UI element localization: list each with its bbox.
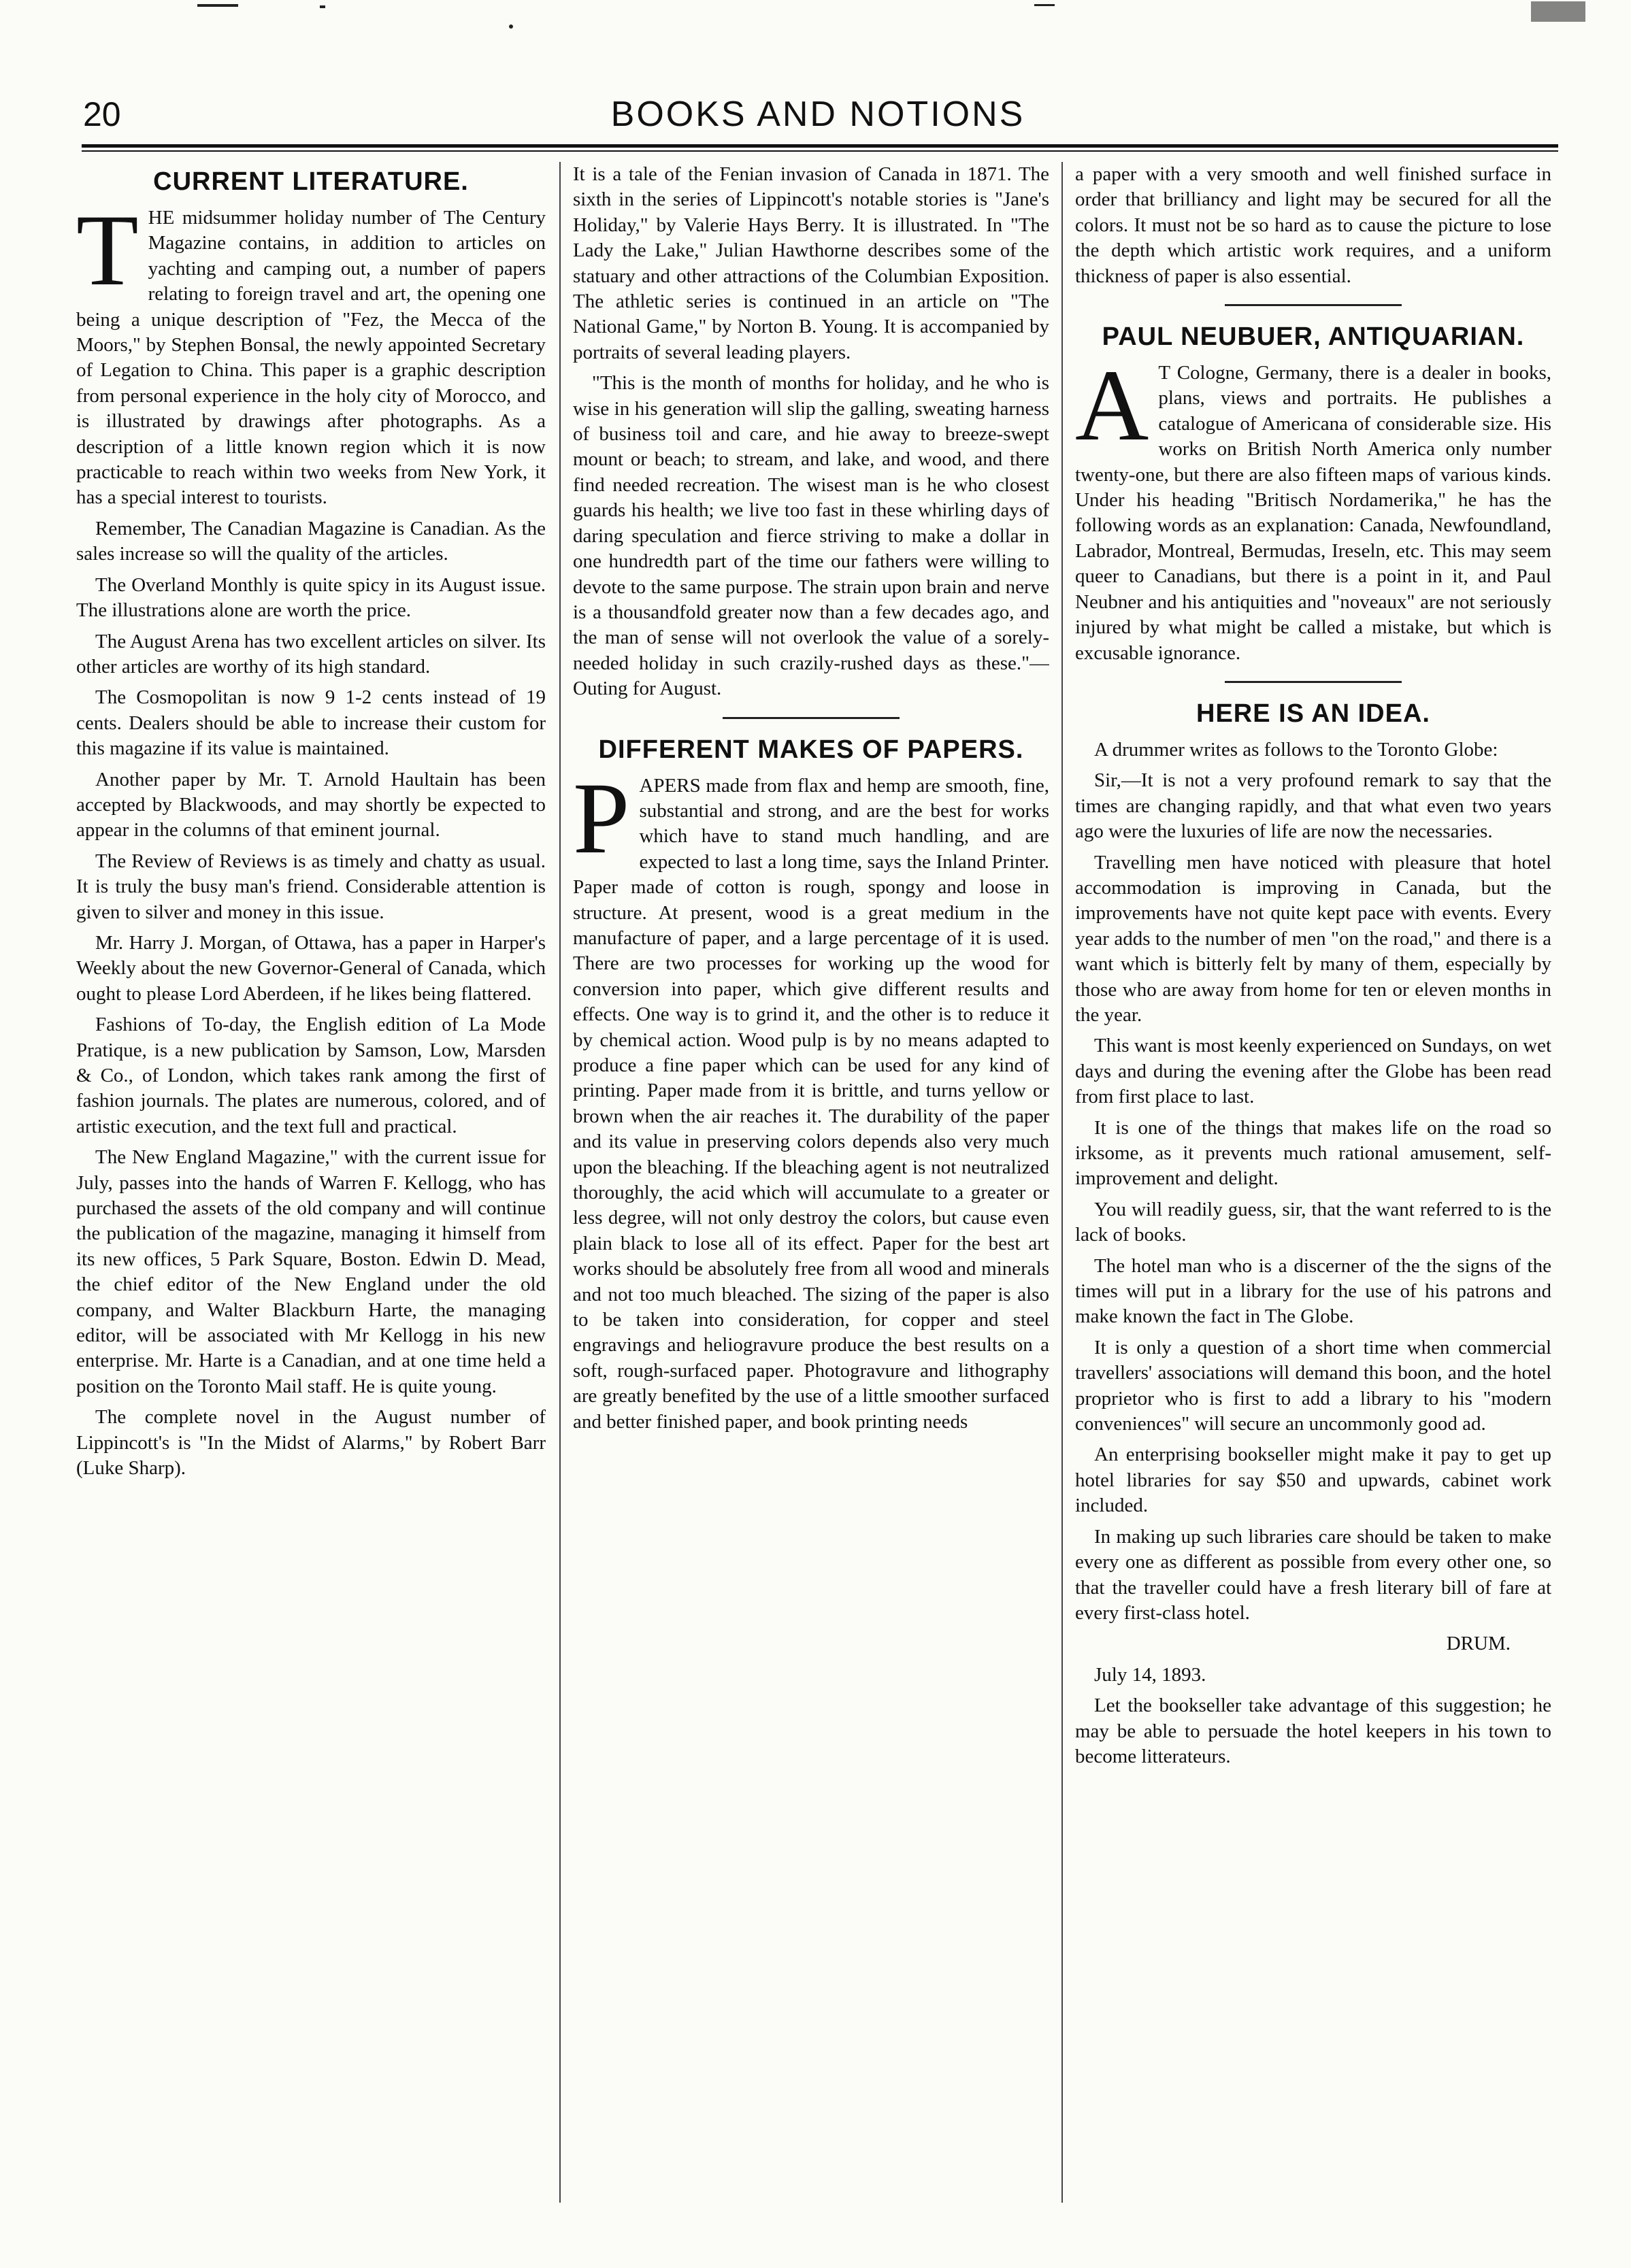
- article-paragraph: The New England Magazine," with the current issue for July, passes into the hands of Warren F. Kellogg, who has purchased the assets of the old company and will continue the publication of the magazine, managing it himself from its new offices, 5 Park Square, Boston. Edwin D. Mead, the chief editor of the New England under the old company, and Walter Blackburn Harte, the managing editor, will be associated with Mr Kellogg in his new enterprise. Mr. Harte is a Canadian, and at one time held a position on the Toronto Mail staff. He is quite young.: [76, 1146, 546, 1397]
- article-paragraph: You will readily guess, sir, that the want referred to is the lack of books.: [1075, 1198, 1551, 1246]
- paragraph-text: T Cologne, Germany, there is a dealer in books, plans, views and portraits. He publishes a catalogue of Americana of considerable size. His works on British North America only number twenty-one, but there are also fifteen maps of various kinds. Under his heading "Britisch Nordamerika," he has the following words as an explanation: Canada, Newfoundland, Labrador, Montreal, Bermudas, Ireseln, etc. This may seem queer to Canadians, but there is a point in it, and Paul Neubner and his antiquities and "noveaux" are not seriously injured by what might be called a mistake, but which is excusable ignorance.: [1075, 362, 1551, 664]
- signature: DRUM.: [1446, 1633, 1511, 1655]
- header-rule-thin: [82, 150, 1558, 152]
- scan-speck: [1531, 1, 1585, 22]
- article-paragraph: Sir,—It is not a very profound remark to say that the times are changing rapidly, and that what even two years ago were the luxuries of life are now the necessaries.: [1075, 769, 1551, 843]
- paragraph-text: HE midsummer holiday number of The Century Magazine contains, in addition to articles on yachting and camping out, a number of papers relating to foreign travel and art, the opening one being a unique description of "Fez, the Mecca of the Moors," by Stephen Bonsal, the newly appointed Secretary of Legation to China. This paper is a graphic description from personal experience in the holy city of Morocco, and is illustrated by drawings after photographs. As a description of a little known region which it is now practicable to reach within two weeks from New York, it has a special interest to tourists.: [76, 207, 546, 509]
- article-paragraph: Travelling men have noticed with pleasure that hotel accommodation is improving in Canada, but the improvements have not quite kept pace with events. Every year adds to the number of men "on the road," and there is a want which is bitterly felt by many of them, especially by those who are away from home for ten or eleven months in the year.: [1075, 851, 1551, 1026]
- drop-cap: A: [1075, 349, 1149, 463]
- publication-title: BOOKS AND NOTIONS: [610, 95, 1025, 134]
- article-paragraph: A drummer writes as follows to the Toronto Globe:: [1094, 738, 1498, 761]
- section-separator: [723, 717, 900, 719]
- article-paragraph: The Review of Reviews is as timely and chatty as usual. It is truly the busy man's friend. Considerable attention is given to silver and money in this issue.: [76, 850, 546, 923]
- page-header: [76, 87, 1560, 141]
- article-paragraph: Mr. Harry J. Morgan, of Ottawa, has a paper in Harper's Weekly about the new Governor-General of Canada, which ought to please Lord Aberdeen, if he likes being flattered.: [76, 931, 546, 1005]
- article-paragraph: The complete novel in the August number of Lippincott's is "In the Midst of Alarms," by Robert Barr (Luke Sharp).: [76, 1406, 546, 1480]
- article-paragraph: This want is most keenly experienced on Sundays, on wet days and during the evening after the Globe has been read from first place to last.: [1075, 1035, 1551, 1108]
- column-1: [76, 162, 546, 2216]
- article-paragraph: An enterprising bookseller might make it pay to get up hotel libraries for say $50 and upwards, cabinet work included.: [1075, 1444, 1551, 1517]
- scan-speck: [1034, 4, 1055, 6]
- article-paragraph: Fashions of To-day, the English edition of La Mode Pratique, is a new publication by Samson, Low, Marsden & Co., of London, which takes rank among the first of fashion journals. The plates are numerous, colored, and of artistic execution, and the text full and practical.: [76, 1014, 546, 1137]
- section-separator: [1225, 681, 1402, 683]
- scan-speck: [197, 4, 238, 7]
- scan-speck: [509, 24, 513, 29]
- article-paragraph: a paper with a very smooth and well finished surface in order that brilliancy and light may be secured for all the colors. It must not be so hard as to cause the picture to lose the depth which artistic work requires, and a uniform thickness of paper is also essential.: [1075, 163, 1551, 287]
- article-paragraph: The Overland Monthly is quite spicy in its August issue. The illustrations alone are worth the price.: [76, 573, 546, 622]
- dateline: July 14, 1893.: [1094, 1663, 1206, 1686]
- article-paragraph: It is one of the things that makes life on the road so irksome, as it prevents much rational amusement, self-improvement and delight.: [1075, 1116, 1551, 1190]
- header-rule-thick: [82, 144, 1558, 148]
- article-paragraph: [76, 194, 546, 511]
- article-heading: HERE IS AN IDEA.: [1196, 699, 1430, 728]
- column-2: [573, 162, 1049, 2216]
- article-paragraph: [1075, 349, 1551, 666]
- drop-cap: T: [76, 194, 139, 307]
- paragraph-text: APERS made from flax and hemp are smooth, fine, substantial and strong, and are the best for works which have to stand much handling, and are expected to last a long time, says the Inland Printer. Paper made of cotton is rough, spongy and loose in structure. At present, wood is a great medium in the manufacture of paper, and a large percentage of it is used. There are two processes for working up the wood for conversion into paper, which give different results and effects. One way is to grind it, and the other is to reduce it by chemical action. Wood pulp is by no means adapted to produce a fine paper which can be used for any kind of printing. Paper made from it is brittle, and turns yellow or brown when the air reaches it. The durability of the paper and its value in preserving colors depends also very much upon the bleaching. If the bleaching agent is not neutralized thoroughly, the acid which will accumulate to a greater or less degree, will not only destroy the colors, but cause even plain black to lose all of its effect. Paper for the best art works should be absolutely free from all wood and minerals and not too much bleached. The sizing of the paper is also to be taken into consideration, for copper and steel engravings and heliogravure produce the best results on a soft, rough-surfaced paper. Photogravure and lithography are greatly benefited by the use of a little smoother surfaced and better finished paper, and book printing needs: [573, 774, 1049, 1433]
- article-paragraph: [573, 761, 1049, 1435]
- page-number: 20: [83, 95, 121, 133]
- article-paragraph: The Cosmopolitan is now 9 1-2 cents instead of 19 cents. Dealers should be able to increase their custom for this magazine if its value is maintained.: [76, 686, 546, 760]
- article-paragraph: Let the bookseller take advantage of this suggestion; he may be able to persuade the hotel keepers in his town to become litterateurs.: [1075, 1695, 1551, 1767]
- drop-cap: P: [573, 761, 630, 875]
- article-paragraph: Another paper by Mr. T. Arnold Haultain has been accepted by Blackwoods, and may shortly be expected to appear in the columns of that eminent journal.: [76, 768, 546, 841]
- article-heading: CURRENT LITERATURE.: [153, 167, 469, 196]
- column-3: [1075, 162, 1551, 2216]
- article-paragraph: It is only a question of a short time when commercial travellers' associations will demand this boon, and the hotel proprietor who is first to add a library to his "modern conveniences" will secure an uncommonly good ad.: [1075, 1336, 1551, 1435]
- scan-speck: [320, 5, 325, 8]
- article-paragraph: Remember, The Canadian Magazine is Canadian. As the sales increase so will the quality of the articles.: [76, 517, 546, 565]
- article-paragraph: In making up such libraries care should be taken to make every one as different as possible from every other one, so that the traveller could have a fresh literary bill of fare at every first-class hotel.: [1075, 1525, 1551, 1624]
- section-separator: [1225, 304, 1402, 306]
- article-paragraph: The hotel man who is a discerner of the the signs of the times will put in a library for the use of his patrons and make known the fact in The Globe.: [1075, 1254, 1551, 1328]
- article-paragraph: It is a tale of the Fenian invasion of Canada in 1871. The sixth in the series of Lippincott's notable stories is "Jane's Holiday," by Valerie Hays Berry. It is illustrated. In "The Lady the Lake," Julian Hawthorne describes some of the statuary and other attractions of the Columbian Exposition. The athletic series is continued in an article on "The National Game," by Norton B. Young. It is accompanied by portraits of several leading players.: [573, 163, 1049, 363]
- article-paragraph: "This is the month of months for holiday, and he who is wise in his generation will slip the galling, sweating harness of business toil and care, and hie away to breeze-swept mount or beach; to stream, and lake, and wood, and there find needed recreation. The wisest man is he who closest guards his health; we live too fast in these whirling days of daring speculation and fierce striving to make a dollar in one hundredth part of the time our fathers were willing to devote to the same purpose. The strain upon brain and nerve is a thousandfold greater now than a few decades ago, and the man of sense will not overlook the value of a sorely-needed holiday in such crazily-rushed days as these."—Outing for August.: [573, 372, 1049, 700]
- article-paragraph: The August Arena has two excellent articles on silver. Its other articles are worthy of its high standard.: [76, 630, 546, 678]
- column-divider: [559, 162, 561, 2203]
- article-heading: PAUL NEUBUER, ANTIQUARIAN.: [1102, 322, 1525, 352]
- column-divider: [1061, 162, 1063, 2203]
- article-heading: DIFFERENT MAKES OF PAPERS.: [598, 735, 1024, 764]
